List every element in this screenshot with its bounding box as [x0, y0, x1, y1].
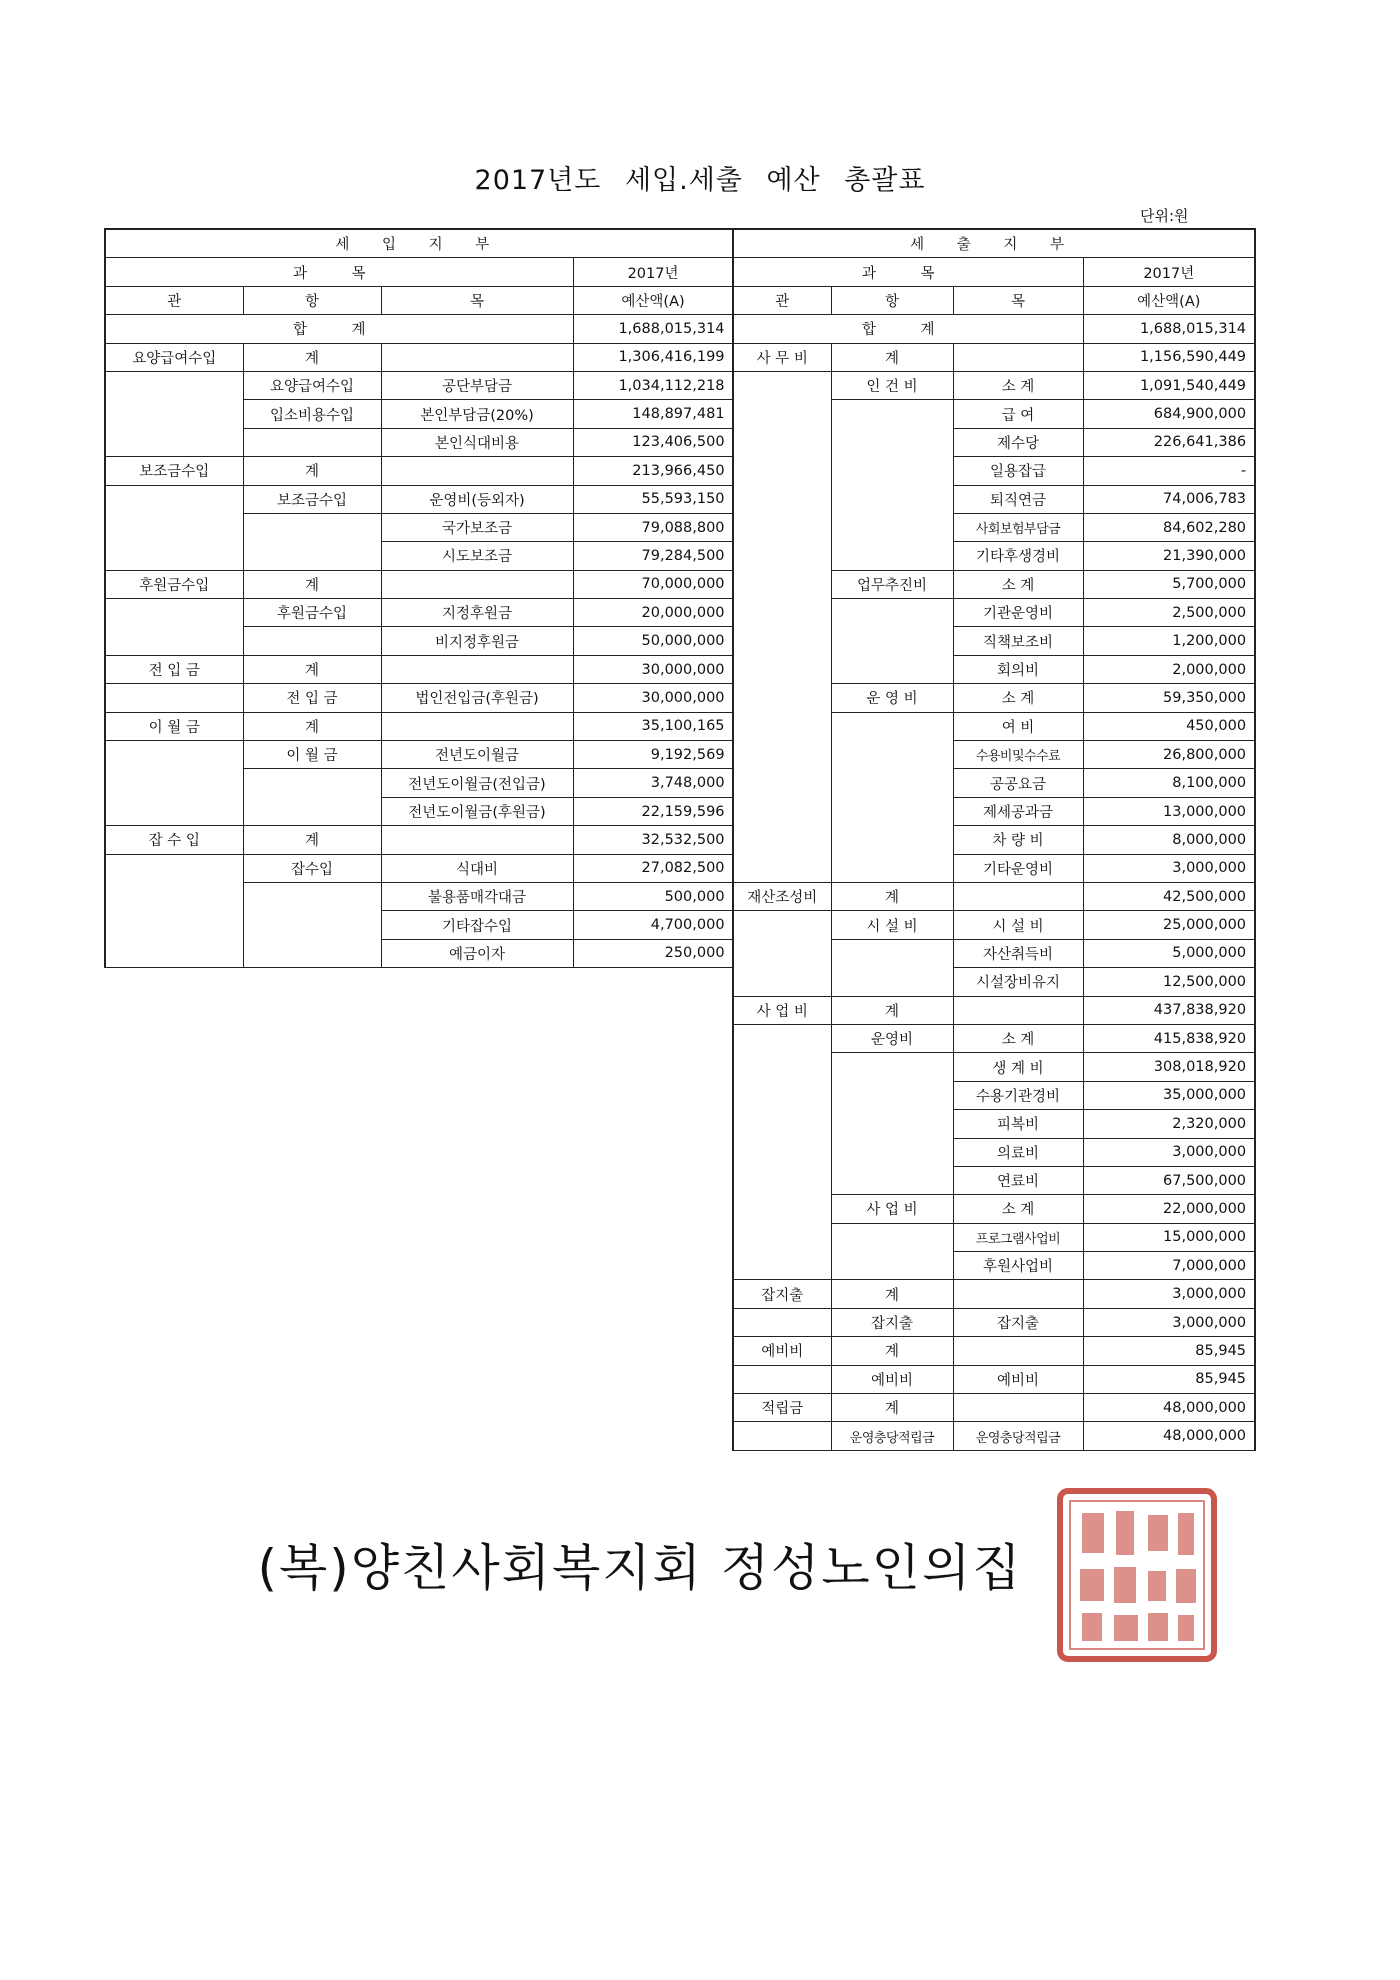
income-gwan-cell: 이 월 금: [105, 712, 243, 740]
unit-label: 단위:원: [1140, 207, 1189, 225]
income-mok-cell: 본인부담금(20%): [381, 400, 573, 428]
income-amount-cell: 55,593,150: [573, 485, 733, 513]
expense-row: [733, 1422, 1255, 1450]
expense-mok-cell: 사회보험부담금: [953, 513, 1083, 541]
income-total-label: 합 계: [105, 315, 573, 343]
expense-amount-cell: 2,000,000: [1083, 655, 1255, 683]
expense-amount-cell: -: [1083, 457, 1255, 485]
income-subject-label: 과 목: [105, 258, 573, 286]
expense-amount-cell: 67,500,000: [1083, 1166, 1255, 1194]
expense-mok-cell: 연료비: [953, 1166, 1083, 1194]
income-amount-cell: 50,000,000: [573, 627, 733, 655]
income-row: [105, 826, 733, 854]
expense-hang-cell: 계: [831, 343, 953, 371]
income-amount-cell: 500,000: [573, 882, 733, 910]
income-hang-cell: 잡수입: [243, 854, 381, 882]
expense-amount-cell: 12,500,000: [1083, 968, 1255, 996]
income-amount-cell: 4,700,000: [573, 911, 733, 939]
expense-row: [733, 1365, 1255, 1393]
expense-row: [733, 371, 1255, 399]
expense-amount-cell: 48,000,000: [1083, 1394, 1255, 1422]
expense-row: [733, 911, 1255, 939]
expense-row: [733, 1024, 1255, 1052]
expense-mok-cell: 프로그램사업비: [953, 1223, 1083, 1251]
income-amount-cell: 148,897,481: [573, 400, 733, 428]
income-col-gwan: 관: [105, 286, 243, 314]
expense-section-header: 세 출 지 부: [733, 229, 1255, 258]
income-gwan-cell: 요양급여수입: [105, 343, 243, 371]
expense-mok-cell: 운영충당적립금: [953, 1422, 1083, 1450]
income-subject-row: [105, 258, 733, 286]
expense-hang-cell: [831, 400, 953, 570]
expense-mok-cell: 수용비및수수료: [953, 741, 1083, 769]
expense-hang-cell: 운영충당적립금: [831, 1422, 953, 1450]
expense-col-gwan: 관: [733, 286, 831, 314]
expense-row: [733, 1308, 1255, 1336]
expense-mok-cell: 공공요금: [953, 769, 1083, 797]
income-gwan-cell: 보조금수입: [105, 457, 243, 485]
expense-gwan-cell: [733, 1365, 831, 1393]
page-title: 2017년도 세입.세출 예산 총괄표: [474, 165, 926, 196]
expense-total-row: [733, 315, 1255, 343]
expense-mok-cell: 소 계: [953, 1024, 1083, 1052]
income-hang-cell: 후원금수입: [243, 599, 381, 627]
income-total-row: [105, 315, 733, 343]
expense-gwan-cell: [733, 371, 831, 882]
expense-hang-cell: 계: [831, 996, 953, 1024]
expense-amount-cell: 3,000,000: [1083, 854, 1255, 882]
expense-hang-cell: 계: [831, 882, 953, 910]
expense-mok-cell: 잡지출: [953, 1308, 1083, 1336]
income-amount-cell: 123,406,500: [573, 428, 733, 456]
income-amount-cell: 35,100,165: [573, 712, 733, 740]
expense-mok-cell: 기관운영비: [953, 599, 1083, 627]
organization-name: (복)양친사회복지회 정성노인의집: [257, 1539, 1023, 1597]
income-mok-cell: 공단부담금: [381, 371, 573, 399]
expense-mok-cell: 제수당: [953, 428, 1083, 456]
expense-row: [733, 1337, 1255, 1365]
expense-col-hang: 항: [831, 286, 953, 314]
income-gwan-cell: [105, 854, 243, 968]
expense-mok-cell: 의료비: [953, 1138, 1083, 1166]
expense-mok-cell: 소 계: [953, 1195, 1083, 1223]
expense-amount-cell: 308,018,920: [1083, 1053, 1255, 1081]
expense-col-mok: 목: [953, 286, 1083, 314]
expense-mok-cell: 수용기관경비: [953, 1081, 1083, 1109]
income-total-value: 1,688,015,314: [573, 315, 733, 343]
expense-gwan-cell: 사 업 비: [733, 996, 831, 1024]
expense-total-value: 1,688,015,314: [1083, 315, 1255, 343]
income-row: [105, 570, 733, 598]
official-seal: [1052, 1485, 1222, 1665]
expense-year-label: 2017년: [1083, 258, 1255, 286]
income-gwan-cell: [105, 599, 243, 656]
expense-hang-cell: [831, 599, 953, 684]
income-hang-cell: 계: [243, 570, 381, 598]
income-amount-cell: 9,192,569: [573, 741, 733, 769]
expense-mok-cell: 생 계 비: [953, 1053, 1083, 1081]
income-row: [105, 684, 733, 712]
expense-amount-cell: 35,000,000: [1083, 1081, 1255, 1109]
income-col-hang: 항: [243, 286, 381, 314]
expense-mok-cell: 제세공과금: [953, 797, 1083, 825]
income-row: [105, 741, 733, 769]
expense-amount-cell: 437,838,920: [1083, 996, 1255, 1024]
expense-hang-cell: 시 설 비: [831, 911, 953, 939]
expense-row: [733, 996, 1255, 1024]
income-amount-cell: 250,000: [573, 939, 733, 967]
income-amount-cell: 1,034,112,218: [573, 371, 733, 399]
expense-gwan-cell: 예비비: [733, 1337, 831, 1365]
income-gwan-cell: 후원금수입: [105, 570, 243, 598]
expense-amount-cell: 42,500,000: [1083, 882, 1255, 910]
expense-amount-cell: 25,000,000: [1083, 911, 1255, 939]
expense-gwan-cell: [733, 1024, 831, 1280]
income-row: [105, 371, 733, 399]
expense-hang-cell: 운영비: [831, 1024, 953, 1052]
income-mok-cell: 불용품매각대금: [381, 882, 573, 910]
expense-amount-cell: 21,390,000: [1083, 542, 1255, 570]
expense-mok-cell: [953, 1394, 1083, 1422]
expense-mok-cell: 기타운영비: [953, 854, 1083, 882]
expense-mok-cell: 차 량 비: [953, 826, 1083, 854]
income-amount-cell: 30,000,000: [573, 684, 733, 712]
income-hang-cell: 요양급여수입: [243, 371, 381, 399]
income-amount-cell: 79,284,500: [573, 542, 733, 570]
expense-mok-cell: [953, 882, 1083, 910]
expense-gwan-cell: [733, 911, 831, 996]
income-col-mok: 목: [381, 286, 573, 314]
expense-amount-cell: 3,000,000: [1083, 1280, 1255, 1308]
expense-column-row: [733, 286, 1255, 314]
income-amount-cell: 30,000,000: [573, 655, 733, 683]
expense-subject-label: 과 목: [733, 258, 1083, 286]
income-mok-cell: [381, 457, 573, 485]
income-amount-cell: 32,532,500: [573, 826, 733, 854]
expense-amount-cell: 26,800,000: [1083, 741, 1255, 769]
expense-gwan-cell: [733, 1308, 831, 1336]
income-hang-cell: 계: [243, 457, 381, 485]
expense-mok-cell: 소 계: [953, 684, 1083, 712]
income-hang-cell: [243, 513, 381, 570]
expense-amount-cell: 15,000,000: [1083, 1223, 1255, 1251]
income-gwan-cell: 전 입 금: [105, 655, 243, 683]
expense-amount-cell: 415,838,920: [1083, 1024, 1255, 1052]
income-gwan-cell: [105, 684, 243, 712]
expense-hang-cell: 인 건 비: [831, 371, 953, 399]
income-column-row: [105, 286, 733, 314]
expense-hang-cell: 업무추진비: [831, 570, 953, 598]
expense-total-label: 합 계: [733, 315, 1083, 343]
expense-mok-cell: [953, 1280, 1083, 1308]
income-mok-cell: 전년도이월금(후원금): [381, 797, 573, 825]
income-hang-cell: [243, 769, 381, 826]
income-mok-cell: 지정후원금: [381, 599, 573, 627]
income-hang-cell: 계: [243, 826, 381, 854]
expense-mok-cell: 소 계: [953, 371, 1083, 399]
income-mok-cell: [381, 343, 573, 371]
income-mok-cell: 법인전입금(후원금): [381, 684, 573, 712]
expense-row: [733, 343, 1255, 371]
expense-mok-cell: 후원사업비: [953, 1252, 1083, 1280]
income-hang-cell: [243, 627, 381, 655]
expense-gwan-cell: 잡지출: [733, 1280, 831, 1308]
expense-amount-cell: 74,006,783: [1083, 485, 1255, 513]
income-hang-cell: 계: [243, 343, 381, 371]
expense-mok-cell: 피복비: [953, 1110, 1083, 1138]
expense-hang-cell: 사 업 비: [831, 1195, 953, 1223]
expense-mok-cell: 퇴직연금: [953, 485, 1083, 513]
expense-mok-cell: [953, 343, 1083, 371]
income-mok-cell: 식대비: [381, 854, 573, 882]
income-row: [105, 854, 733, 882]
income-row: [105, 343, 733, 371]
expense-row: [733, 1394, 1255, 1422]
expense-gwan-cell: 적립금: [733, 1394, 831, 1422]
income-gwan-cell: [105, 741, 243, 826]
income-mok-cell: [381, 826, 573, 854]
expense-mok-cell: 급 여: [953, 400, 1083, 428]
expense-mok-cell: 시 설 비: [953, 911, 1083, 939]
income-hang-cell: 계: [243, 655, 381, 683]
income-section-header: 세 입 지 부: [105, 229, 733, 258]
expense-amount-cell: 3,000,000: [1083, 1138, 1255, 1166]
income-amount-cell: 20,000,000: [573, 599, 733, 627]
income-hang-cell: [243, 428, 381, 456]
expense-mok-cell: 일용잡급: [953, 457, 1083, 485]
expense-amount-cell: 85,945: [1083, 1365, 1255, 1393]
expense-amount-cell: 226,641,386: [1083, 428, 1255, 456]
expense-mok-cell: 소 계: [953, 570, 1083, 598]
expense-mok-cell: 예비비: [953, 1365, 1083, 1393]
income-table: [104, 228, 734, 968]
income-mok-cell: 기타잡수입: [381, 911, 573, 939]
income-hang-cell: 전 입 금: [243, 684, 381, 712]
expense-amount-cell: 1,091,540,449: [1083, 371, 1255, 399]
expense-amount-cell: 684,900,000: [1083, 400, 1255, 428]
expense-hang-cell: 운 영 비: [831, 684, 953, 712]
expense-amount-cell: 2,320,000: [1083, 1110, 1255, 1138]
expense-hang-cell: 계: [831, 1394, 953, 1422]
expense-amount-cell: 59,350,000: [1083, 684, 1255, 712]
expense-mok-cell: 기타후생경비: [953, 542, 1083, 570]
income-col-amount: 예산액(A): [573, 286, 733, 314]
expense-amount-cell: 1,156,590,449: [1083, 343, 1255, 371]
income-amount-cell: 22,159,596: [573, 797, 733, 825]
expense-mok-cell: 회의비: [953, 655, 1083, 683]
expense-mok-cell: 시설장비유지: [953, 968, 1083, 996]
expense-mok-cell: 자산취득비: [953, 939, 1083, 967]
income-amount-cell: 1,306,416,199: [573, 343, 733, 371]
expense-amount-cell: 13,000,000: [1083, 797, 1255, 825]
expense-header-row: [733, 229, 1255, 258]
income-mok-cell: 비지정후원금: [381, 627, 573, 655]
expense-amount-cell: 450,000: [1083, 712, 1255, 740]
income-mok-cell: 국가보조금: [381, 513, 573, 541]
expense-row: [733, 1280, 1255, 1308]
expense-hang-cell: [831, 939, 953, 996]
income-gwan-cell: 잡 수 입: [105, 826, 243, 854]
expense-amount-cell: 22,000,000: [1083, 1195, 1255, 1223]
expense-amount-cell: 84,602,280: [1083, 513, 1255, 541]
income-hang-cell: 입소비용수입: [243, 400, 381, 428]
income-gwan-cell: [105, 485, 243, 570]
expense-amount-cell: 1,200,000: [1083, 627, 1255, 655]
income-row: [105, 485, 733, 513]
expense-mok-cell: 직책보조비: [953, 627, 1083, 655]
income-hang-cell: [243, 882, 381, 967]
expense-gwan-cell: [733, 1422, 831, 1450]
income-mok-cell: 본인식대비용: [381, 428, 573, 456]
income-year-label: 2017년: [573, 258, 733, 286]
expense-amount-cell: 2,500,000: [1083, 599, 1255, 627]
income-mok-cell: 전년도이월금(전입금): [381, 769, 573, 797]
expense-mok-cell: 여 비: [953, 712, 1083, 740]
income-mok-cell: 운영비(등외자): [381, 485, 573, 513]
income-hang-cell: 이 월 금: [243, 741, 381, 769]
income-mok-cell: 시도보조금: [381, 542, 573, 570]
income-mok-cell: [381, 655, 573, 683]
income-mok-cell: [381, 712, 573, 740]
expense-amount-cell: 3,000,000: [1083, 1308, 1255, 1336]
income-amount-cell: 27,082,500: [573, 854, 733, 882]
expense-amount-cell: 5,000,000: [1083, 939, 1255, 967]
income-hang-cell: 계: [243, 712, 381, 740]
expense-hang-cell: [831, 1223, 953, 1280]
expense-table: [732, 228, 1256, 1451]
income-amount-cell: 79,088,800: [573, 513, 733, 541]
expense-gwan-cell: 재산조성비: [733, 882, 831, 910]
expense-col-amount: 예산액(A): [1083, 286, 1255, 314]
expense-hang-cell: 계: [831, 1337, 953, 1365]
expense-subject-row: [733, 258, 1255, 286]
income-hang-cell: 보조금수입: [243, 485, 381, 513]
income-amount-cell: 3,748,000: [573, 769, 733, 797]
expense-hang-cell: 계: [831, 1280, 953, 1308]
income-header-row: [105, 229, 733, 258]
income-gwan-cell: [105, 371, 243, 456]
expense-amount-cell: 5,700,000: [1083, 570, 1255, 598]
expense-row: [733, 882, 1255, 910]
income-amount-cell: 213,966,450: [573, 457, 733, 485]
expense-amount-cell: 8,000,000: [1083, 826, 1255, 854]
income-row: [105, 457, 733, 485]
expense-amount-cell: 8,100,000: [1083, 769, 1255, 797]
income-mok-cell: [381, 570, 573, 598]
expense-amount-cell: 48,000,000: [1083, 1422, 1255, 1450]
income-row: [105, 712, 733, 740]
expense-hang-cell: [831, 1053, 953, 1195]
expense-mok-cell: [953, 996, 1083, 1024]
income-amount-cell: 70,000,000: [573, 570, 733, 598]
expense-gwan-cell: 사 무 비: [733, 343, 831, 371]
expense-hang-cell: [831, 712, 953, 882]
expense-amount-cell: 85,945: [1083, 1337, 1255, 1365]
income-mok-cell: 전년도이월금: [381, 741, 573, 769]
income-row: [105, 599, 733, 627]
expense-amount-cell: 7,000,000: [1083, 1252, 1255, 1280]
expense-hang-cell: 잡지출: [831, 1308, 953, 1336]
income-row: [105, 655, 733, 683]
expense-mok-cell: [953, 1337, 1083, 1365]
income-mok-cell: 예금이자: [381, 939, 573, 967]
expense-hang-cell: 예비비: [831, 1365, 953, 1393]
